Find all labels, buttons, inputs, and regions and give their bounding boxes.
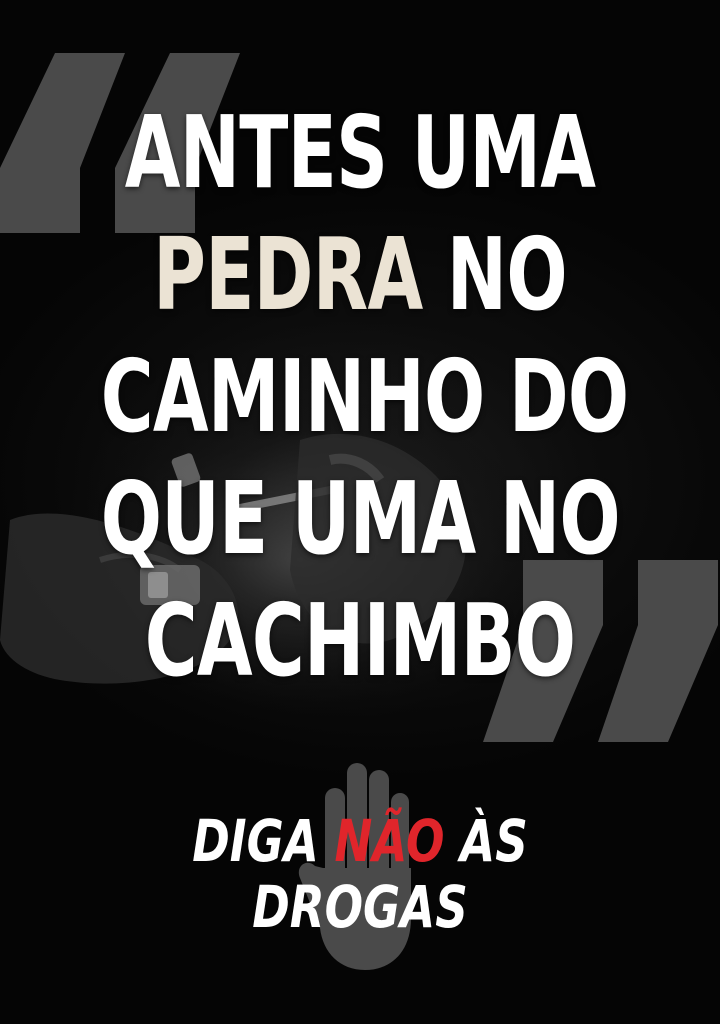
tagline-line-1: [79, 808, 641, 874]
headline-line-2-rest: NO: [422, 216, 567, 333]
headline-line-1: ANTES UMA: [124, 94, 596, 211]
headline-line-5: CACHIMBO: [144, 582, 576, 699]
tagline: [0, 808, 720, 940]
tagline-part-1: DIGA: [192, 807, 335, 875]
tagline-accent-word: NÃO: [334, 807, 445, 875]
headline-line-2: [101, 214, 619, 336]
headline: [0, 92, 720, 702]
tagline-part-2: ÀS: [444, 807, 528, 875]
headline-line-4: QUE UMA NO: [100, 460, 620, 577]
tagline-line-2: DROGAS: [252, 873, 468, 941]
headline-line-3: CAMINHO DO: [100, 338, 629, 455]
headline-accent-word: PEDRA: [153, 216, 423, 333]
